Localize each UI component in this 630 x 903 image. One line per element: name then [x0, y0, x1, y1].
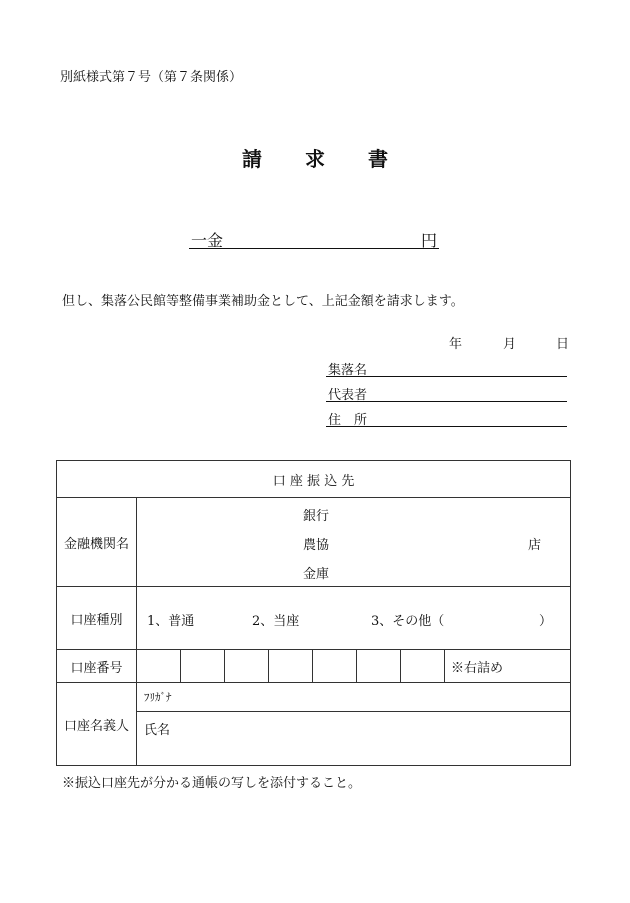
date-year: 年 — [449, 337, 463, 352]
amount-field[interactable] — [189, 228, 439, 249]
village-name-label: 集落名 — [328, 363, 368, 378]
representative-field[interactable] — [326, 384, 567, 402]
account-type-cell[interactable] — [137, 587, 571, 650]
account-digit-cell[interactable] — [181, 650, 225, 683]
account-transfer-table — [56, 460, 571, 766]
address-label: 住 所 — [328, 413, 368, 428]
title-char: 求 — [305, 147, 325, 171]
furigana-field[interactable] — [137, 683, 571, 712]
representative-label: 代表者 — [328, 388, 368, 403]
account-number-label: 口座番号 — [57, 650, 137, 683]
account-digit-cell[interactable] — [137, 650, 181, 683]
branch-label: 店 — [528, 538, 542, 553]
date-day: 日 — [556, 337, 570, 352]
account-type-label: 口座種別 — [57, 587, 137, 650]
amount-prefix: 一金 — [191, 231, 224, 250]
type-option-ordinary[interactable]: 1、普通 — [147, 614, 195, 629]
document-title — [0, 143, 630, 172]
type-option-close-paren: ） — [539, 614, 553, 629]
date-month: 月 — [503, 337, 517, 352]
agri-coop-label: 農協 — [303, 538, 330, 553]
account-holder-label: 口座名義人 — [57, 683, 137, 766]
account-digit-cell[interactable] — [357, 650, 401, 683]
request-note: 但し、集落公民館等整備事業補助金として、上記金額を請求します。 — [62, 294, 464, 309]
account-digit-cell[interactable] — [269, 650, 313, 683]
right-align-note: ※右詰め — [445, 650, 571, 683]
bank-label: 銀行 — [303, 509, 330, 524]
holder-name-label: 氏名 — [144, 723, 171, 738]
title-char: 請 — [242, 147, 263, 171]
account-header: 口 座 振 込 先 — [57, 461, 571, 498]
address-field[interactable] — [326, 409, 567, 427]
account-digit-cell[interactable] — [313, 650, 357, 683]
type-option-other[interactable]: 3、その他（ — [371, 614, 445, 629]
account-digit-cell[interactable] — [225, 650, 269, 683]
type-option-current[interactable]: 2、当座 — [252, 614, 300, 629]
institution-label: 金融機関名 — [57, 498, 137, 587]
village-name-field[interactable] — [326, 359, 567, 377]
title-char: 書 — [367, 147, 388, 171]
furigana-label: ﾌﾘｶﾞﾅ — [144, 691, 172, 704]
account-digit-cell[interactable] — [401, 650, 445, 683]
amount-unit: 円 — [420, 231, 437, 250]
holder-name-field[interactable] — [137, 712, 571, 766]
institution-cell[interactable] — [137, 498, 571, 587]
shinkin-label: 金庫 — [303, 567, 330, 582]
footer-note: ※振込口座先が分かる通帳の写しを添付すること。 — [62, 776, 362, 791]
form-number: 別紙様式第７号（第７条関係） — [60, 70, 243, 85]
